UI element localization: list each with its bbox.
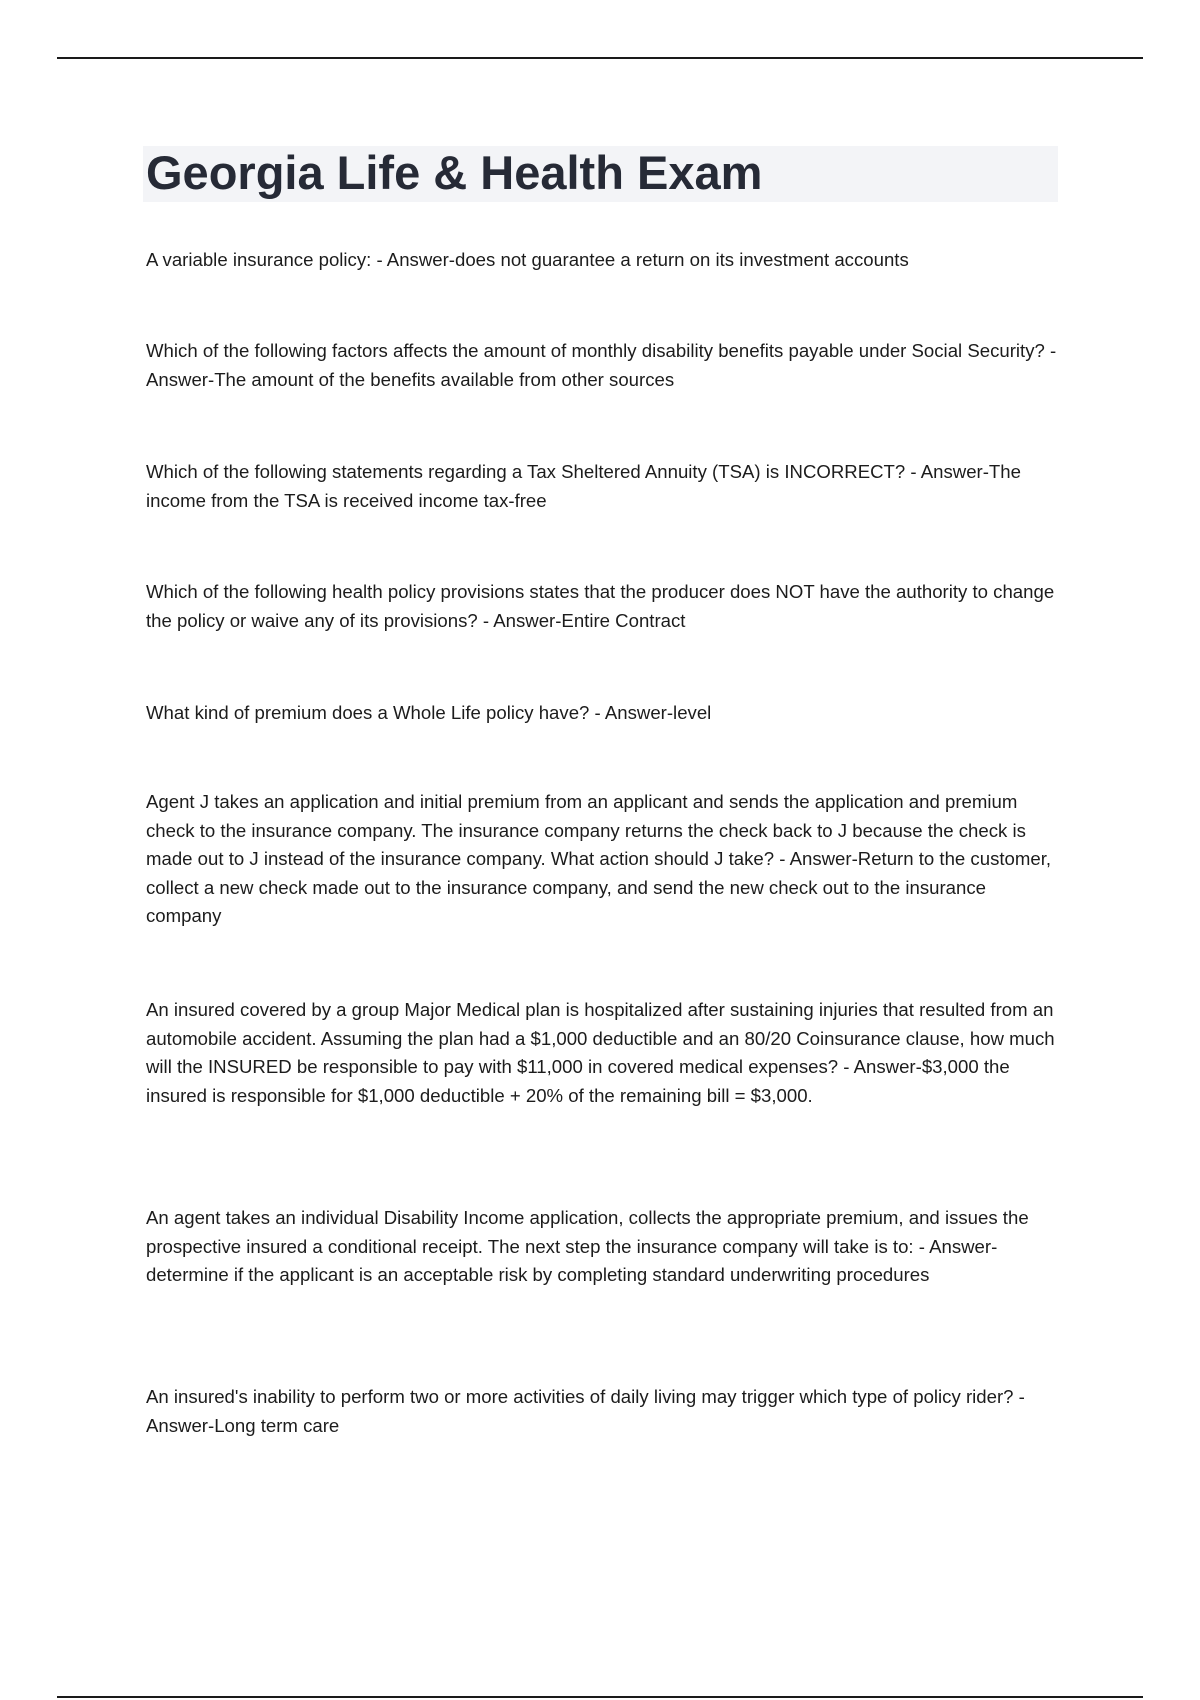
bottom-rule — [57, 1696, 1143, 1698]
qa-item-1: A variable insurance policy: - Answer-does not guarantee a return on its investment accounts — [146, 249, 909, 270]
qa-item-8: An agent takes an individual Disability Income application, collects the appropriate premium, and issues the prospective insured a conditional receipt. The next step the insurance company will take is to: - Answer-determine if the applicant is an acceptable risk by completing standard underwriting procedures — [146, 1207, 1029, 1286]
qa-item-5: What kind of premium does a Whole Life policy have? - Answer-level — [146, 702, 712, 723]
qa-item-2: Which of the following factors affects the amount of monthly disability benefits payable under Social Security? - Answer-The amount of the benefits available from other sources — [146, 340, 1057, 390]
document-title: Georgia Life & Health Exam — [146, 146, 763, 199]
qa-item-6: Agent J takes an application and initial premium from an applicant and sends the application and premium check to the insurance company. The insurance company returns the check back to J because the check is made out to J instead of the insurance company. What action should J take? - Answer-Return to the customer, collect a new check made out to the insurance company, and send the new check out to the insurance company — [146, 791, 1052, 927]
top-rule — [57, 57, 1143, 59]
qa-item-9: An insured's inability to perform two or more activities of daily living may trigger which type of policy rider? - Answer-Long term care — [146, 1386, 1025, 1436]
qa-item-4: Which of the following health policy provisions states that the producer does NOT have the authority to change the policy or waive any of its provisions? - Answer-Entire Contract — [146, 581, 1055, 631]
qa-item-3: Which of the following statements regarding a Tax Sheltered Annuity (TSA) is INCORRECT? - Answer-The income from the TSA is received income tax-free — [146, 461, 1021, 511]
qa-item-7: An insured covered by a group Major Medical plan is hospitalized after sustaining injuries that resulted from an automobile accident. Assuming the plan had a $1,000 deductible and an 80/20 Coinsurance clause, how much will the INSURED be responsible to pay with $11,000 in covered medical expenses? - Answer-$3,000 the insured is responsible for $1,000 deductible + 20% of the remaining bill = $3,000. — [146, 999, 1055, 1106]
